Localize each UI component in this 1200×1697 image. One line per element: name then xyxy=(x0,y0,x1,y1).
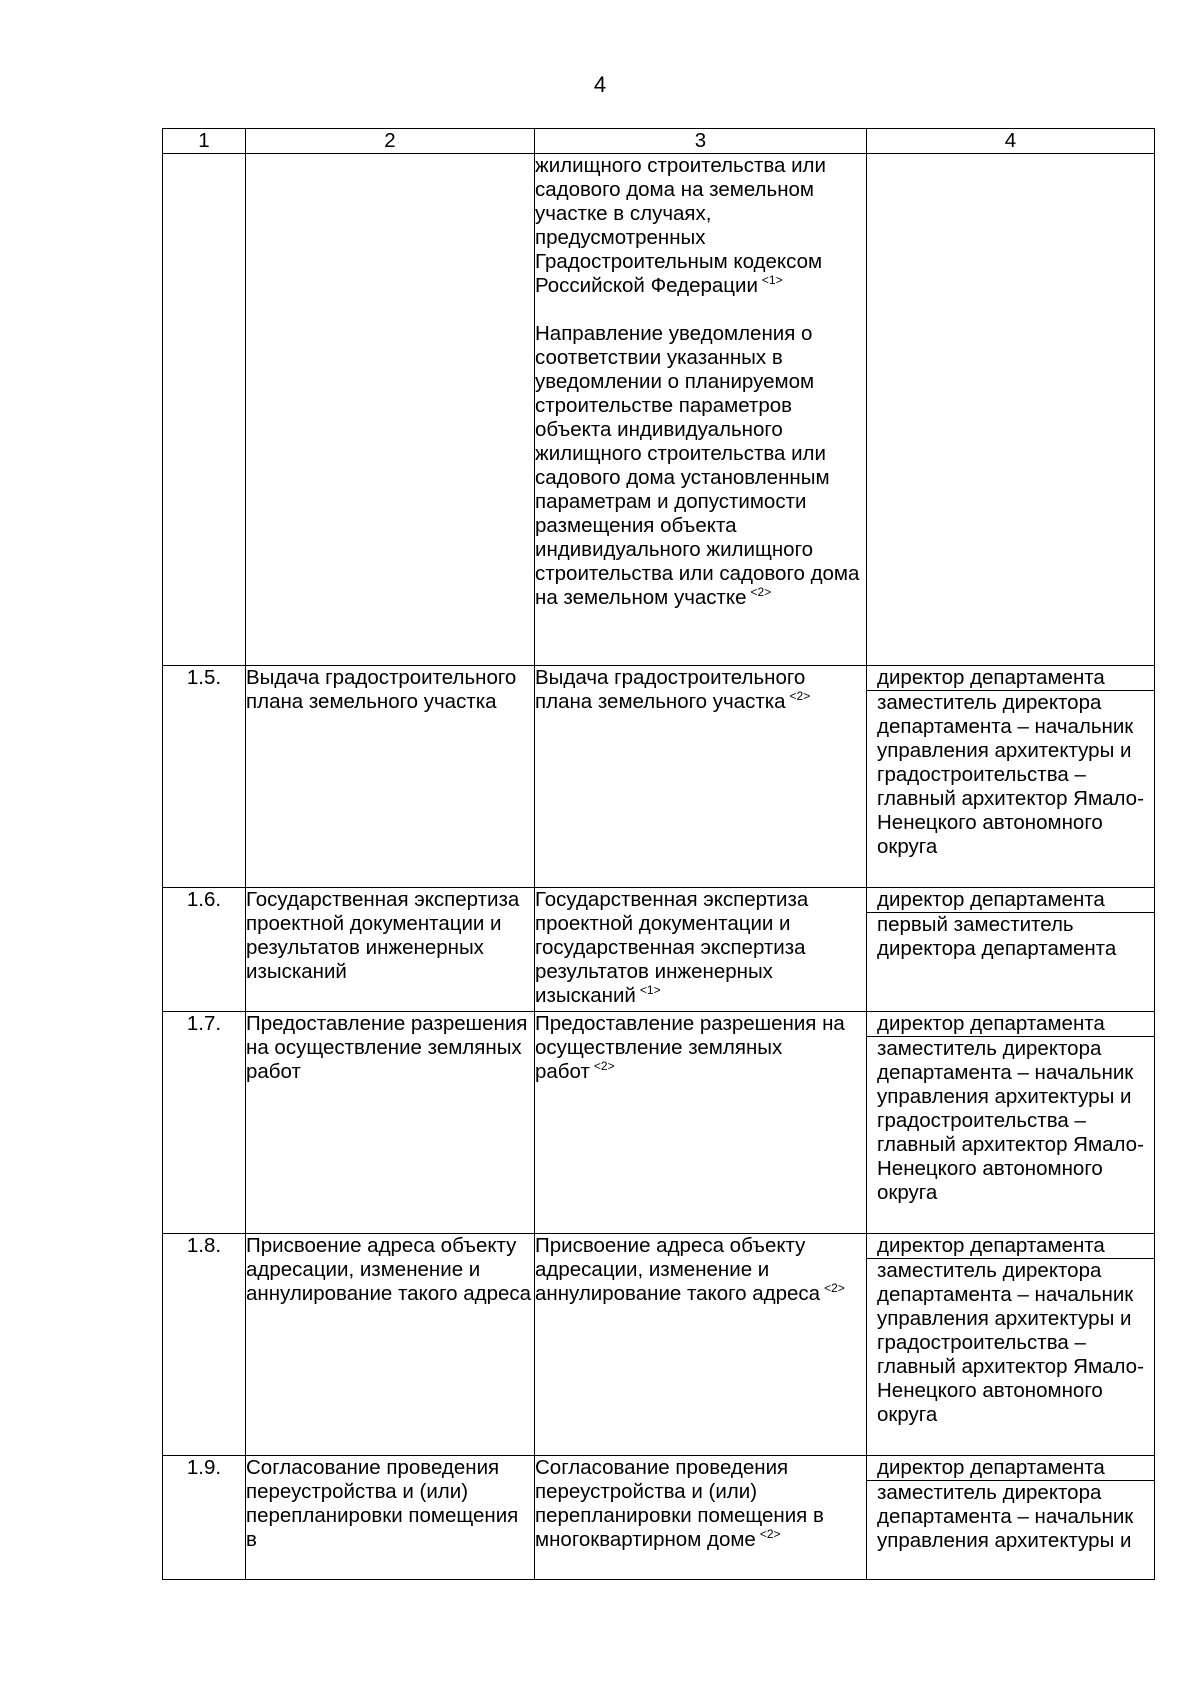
footnote-mark: <2> xyxy=(759,1527,781,1541)
action-paragraph xyxy=(535,1456,866,1552)
service-name: Выдача градостроительного плана земельного участка xyxy=(246,666,535,888)
page-number: 4 xyxy=(593,72,607,97)
action-text: Направление уведомления о соответствии указанных в уведомлении о планируемом строительстве параметров объекта индивидуального жилищного строительства или садового дома установленным параметрам и допустимости размещения объекта индивидуального жилищного строительства или садового дома на земельном участке xyxy=(535,322,860,609)
row-number xyxy=(163,154,246,666)
table-row xyxy=(163,666,1155,888)
responsible-cell xyxy=(867,666,1155,888)
footnote-mark: <2> xyxy=(824,1281,845,1295)
action-paragraph xyxy=(535,1234,866,1306)
action-cell xyxy=(535,154,867,666)
responsible-cell xyxy=(867,888,1155,1012)
header-cell-2: 2 xyxy=(246,129,535,154)
responsible-official: директор департамента xyxy=(867,1012,1154,1037)
header-cell-3: 3 xyxy=(535,129,867,154)
service-name: Присвоение адреса объекту адресации, изменение и аннулирование такого адреса xyxy=(246,1234,535,1456)
table-body xyxy=(163,154,1155,1580)
service-name xyxy=(246,154,535,666)
footnote-mark: <2> xyxy=(593,1059,615,1073)
action-paragraph xyxy=(535,322,866,610)
action-cell xyxy=(535,1234,867,1456)
footnote-mark: <1> xyxy=(639,983,661,997)
responsible-official: заместитель директора департамента – начальник управления архитектуры и градостроительства – главный архитектор Ямало-Ненецкого автономного округа xyxy=(877,691,1144,858)
action-paragraph xyxy=(535,888,866,1008)
responsible-cell xyxy=(867,154,1155,666)
services-table xyxy=(162,128,1155,1580)
table-row xyxy=(163,1012,1155,1234)
action-text: Присвоение адреса объекту адресации, изменение и аннулирование такого адреса xyxy=(535,1234,821,1305)
action-text: жилищного строительства или садового дома на земельном участке в случаях, предусмотренных Градостроительным кодексом Российской Федерации xyxy=(535,154,826,297)
table-row xyxy=(163,154,1155,666)
responsible-official: заместитель директора департамента – начальник управления архитектуры и градостроительства – главный архитектор Ямало-Ненецкого автономного округа xyxy=(877,1259,1144,1426)
action-cell xyxy=(535,666,867,888)
responsible-official: директор департамента xyxy=(867,1456,1154,1481)
action-paragraph xyxy=(535,1012,866,1084)
table-row xyxy=(163,888,1155,1012)
row-number: 1.6. xyxy=(163,888,246,1012)
action-cell xyxy=(535,1012,867,1234)
header-cell-4: 4 xyxy=(867,129,1155,154)
action-text: Предоставление разрешения на осуществление земляных работ xyxy=(535,1012,845,1083)
responsible-cell xyxy=(867,1012,1155,1234)
table-row xyxy=(163,1234,1155,1456)
responsible-official: директор департамента xyxy=(867,666,1154,691)
responsible-cell xyxy=(867,1456,1155,1580)
action-text: Государственная экспертиза проектной документации и государственная экспертиза результатов инженерных изысканий xyxy=(535,888,809,1007)
row-number: 1.5. xyxy=(163,666,246,888)
action-cell xyxy=(535,1456,867,1580)
header-cell-1: 1 xyxy=(163,129,246,154)
service-name: Государственная экспертиза проектной документации и результатов инженерных изысканий xyxy=(246,888,535,1012)
row-number: 1.9. xyxy=(163,1456,246,1580)
row-number: 1.7. xyxy=(163,1012,246,1234)
responsible-cell xyxy=(867,1234,1155,1456)
action-paragraph xyxy=(535,154,866,298)
footnote-mark: <2> xyxy=(789,689,811,703)
responsible-official: директор департамента xyxy=(867,1234,1154,1259)
action-cell xyxy=(535,888,867,1012)
row-number: 1.8. xyxy=(163,1234,246,1456)
service-name: Согласование проведения переустройства и (или) перепланировки помещения в xyxy=(246,1456,535,1580)
responsible-official: первый заместитель директора департамента xyxy=(877,913,1117,960)
table-row xyxy=(163,1456,1155,1580)
table-header-row xyxy=(163,129,1155,154)
action-text: Согласование проведения переустройства и (или) перепланировки помещения в многоквартирном доме xyxy=(535,1456,824,1551)
action-paragraph xyxy=(535,666,866,714)
action-text: Выдача градостроительного плана земельного участка xyxy=(535,666,806,713)
responsible-official: директор департамента xyxy=(867,888,1154,913)
footnote-mark: <1> xyxy=(761,273,783,287)
footnote-mark: <2> xyxy=(750,585,772,599)
service-name: Предоставление разрешения на осуществление земляных работ xyxy=(246,1012,535,1234)
responsible-official: заместитель директора департамента – начальник управления архитектуры и градостроительства – главный архитектор Ямало-Ненецкого автономного округа xyxy=(877,1037,1144,1204)
responsible-official: заместитель директора департамента – начальник управления архитектуры и xyxy=(877,1481,1134,1552)
